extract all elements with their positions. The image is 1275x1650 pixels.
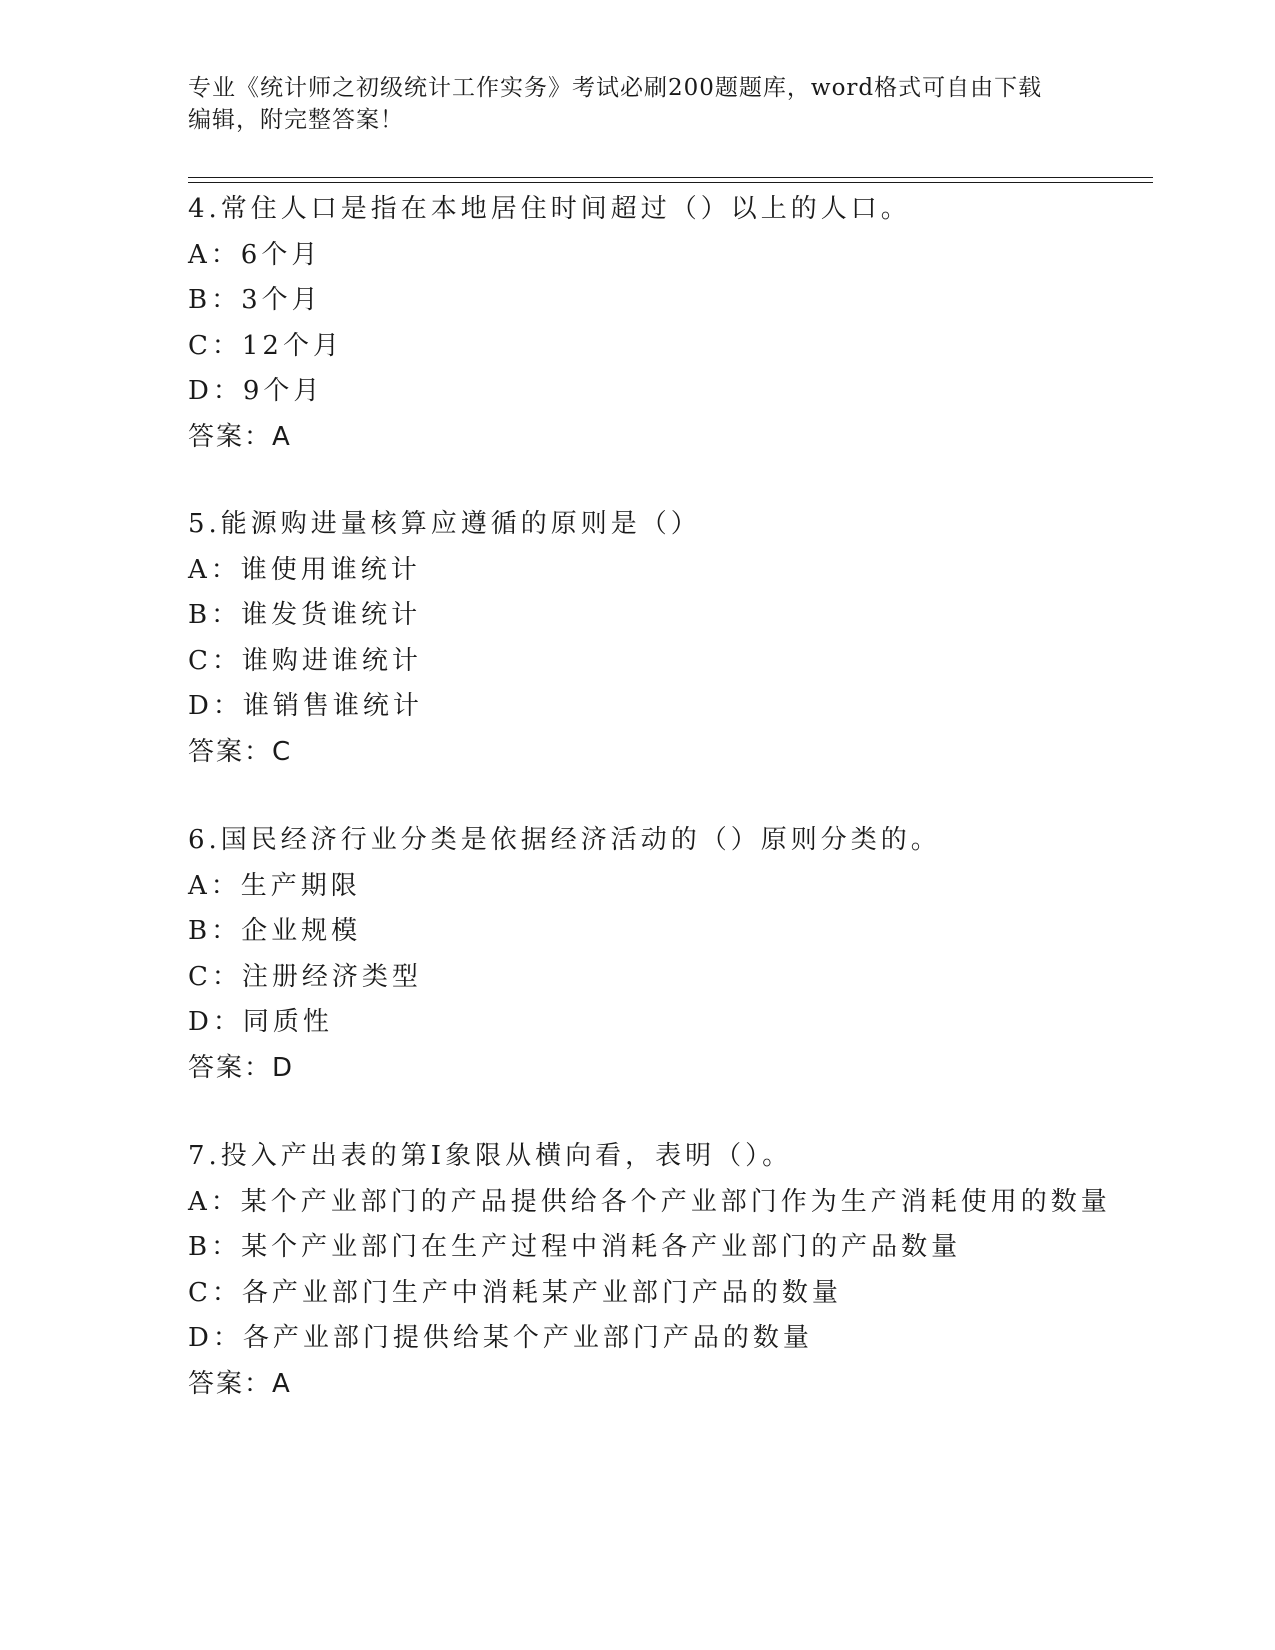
question-block bbox=[188, 187, 1188, 460]
question-stem: 5.能源购进量核算应遵循的原则是（） bbox=[188, 509, 701, 539]
option-d: D：9个月 bbox=[188, 376, 324, 406]
question-block bbox=[188, 818, 1188, 1091]
header-divider-bottom bbox=[188, 182, 1153, 183]
question-stem: 7.投入产出表的第Ⅰ象限从横向看，表明（）。 bbox=[188, 1141, 793, 1171]
answer: 答案：A bbox=[188, 421, 292, 452]
option-c: C：各产业部门生产中消耗某产业部门产品的数量 bbox=[188, 1277, 842, 1308]
option-c: C：注册经济类型 bbox=[188, 961, 422, 992]
option-b: B：企业规模 bbox=[188, 916, 362, 946]
option-a: A：某个产业部门的产品提供给各个产业部门作为生产消耗使用的数量 bbox=[188, 1186, 1111, 1217]
option-d: D：各产业部门提供给某个产业部门产品的数量 bbox=[188, 1323, 813, 1353]
answer: 答案：D bbox=[188, 1052, 295, 1083]
option-b: B：谁发货谁统计 bbox=[188, 600, 422, 630]
document-header bbox=[188, 72, 1088, 136]
option-a: A：谁使用谁统计 bbox=[188, 554, 421, 585]
question-block bbox=[188, 502, 1188, 775]
answer: 答案：C bbox=[188, 736, 293, 767]
header-divider-top bbox=[188, 177, 1153, 178]
question-block bbox=[188, 1134, 1188, 1407]
option-c: C：谁购进谁统计 bbox=[188, 645, 422, 676]
header-line-1: 专业《统计师之初级统计工作实务》考试必刷200题题库，word格式可自由下载 bbox=[188, 75, 1043, 101]
option-a: A：生产期限 bbox=[188, 870, 361, 901]
answer: 答案：A bbox=[188, 1368, 292, 1399]
option-d: D：谁销售谁统计 bbox=[188, 691, 423, 721]
question-stem: 6.国民经济行业分类是依据经济活动的（）原则分类的。 bbox=[188, 825, 941, 855]
header-line-2: 编辑，附完整答案！ bbox=[188, 107, 404, 133]
option-b: B：某个产业部门在生产过程中消耗各产业部门的产品数量 bbox=[188, 1232, 962, 1262]
question-stem: 4.常住人口是指在本地居住时间超过（）以上的人口。 bbox=[188, 194, 911, 224]
option-a: A：6个月 bbox=[188, 239, 322, 270]
option-d: D：同质性 bbox=[188, 1007, 333, 1037]
option-b: B：3个月 bbox=[188, 285, 322, 315]
option-c: C：12个月 bbox=[188, 330, 343, 361]
